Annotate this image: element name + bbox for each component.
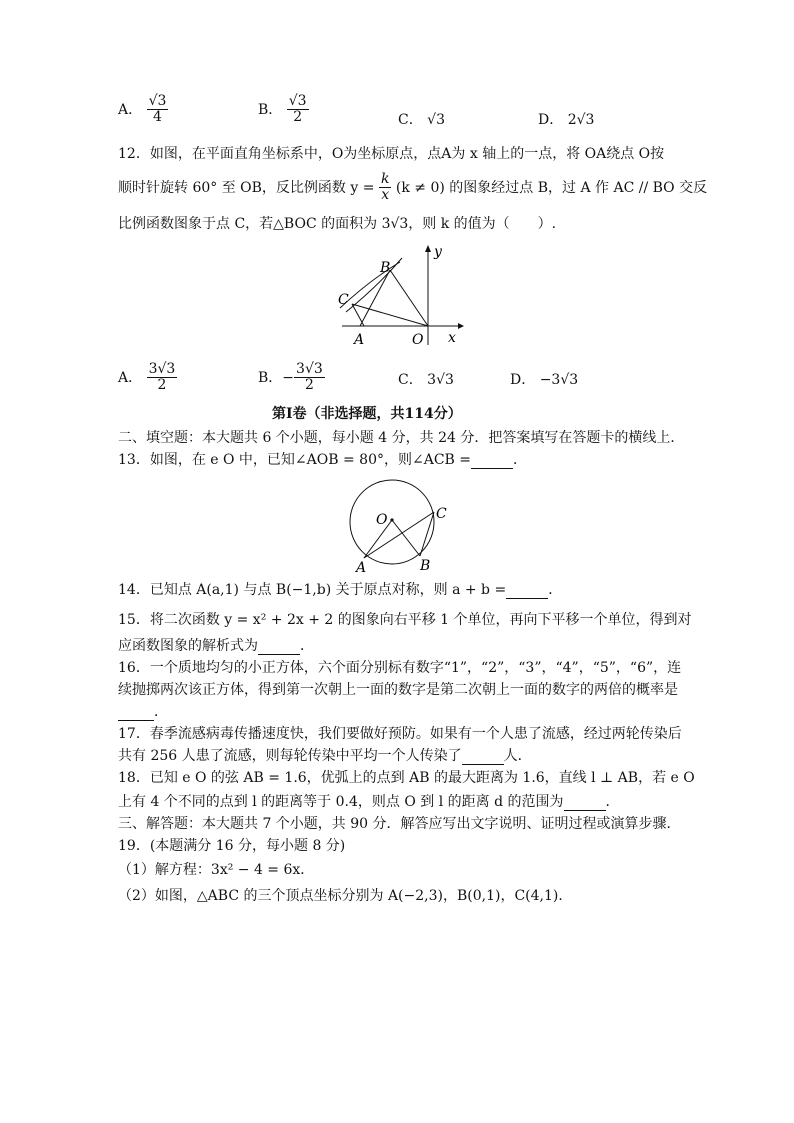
section3-header: 三、解答题：本大题共 7 个小题，共 90 分．解答应写出文字说明、证明过程或演算步骤． xyxy=(118,816,681,832)
label-b: B xyxy=(420,558,431,574)
label-o: O xyxy=(412,332,424,348)
q11-option-c: C． √3 xyxy=(398,112,445,128)
section2-header: 二、填空题：本大题共 6 个小题，每小题 4 分，共 24 分．把答案填写在答题卡的横线上． xyxy=(118,430,685,446)
q12-figure xyxy=(330,240,470,350)
q17-answer-blank[interactable] xyxy=(462,750,504,765)
label-x: x xyxy=(448,330,456,346)
q13-text: 13．如图，在 e O 中，已知∠AOB = 80°，则∠ACB = ． xyxy=(118,452,528,468)
segment-ob xyxy=(392,520,420,556)
label-o: O xyxy=(376,512,388,528)
q12-option-c: C． 3√3 xyxy=(398,372,454,388)
q11-option-a-fraction: $\frac{√3}{4}$ xyxy=(148,93,167,126)
q11-option-d: D． 2√3 xyxy=(538,112,595,128)
q12-line3: 比例函数图象于点 C，若△BOC 的面积为 3√3，则 k 的值为（ ）. xyxy=(118,216,557,232)
q12-k-over-x: $\frac{k}{x}$ xyxy=(380,171,390,204)
q15-line1: 15．将二次函数 y = x² + 2x + 2 的图象向右平移 1 个单位，再向下平移一个单位，得到对 xyxy=(118,612,692,628)
q18-line2: 上有 4 个不同的点到 l 的距离等于 0.4，则点 O 到 l 的距离 d 的范围为 ． xyxy=(118,794,620,810)
q12-option-b: B．− $\frac{3√3}{2}$ xyxy=(258,361,323,394)
label-b: B xyxy=(380,260,391,276)
q13-figure xyxy=(338,476,458,576)
q19-part1: （1）解方程：3x² − 4 = 6x． xyxy=(118,862,315,878)
q11-option-b: B． $\frac{√3}{2}$ xyxy=(258,93,307,126)
x-axis-arrow-icon xyxy=(458,323,464,329)
q14-text: 14．已知点 A(a,1) 与点 B(−1,b) 关于原点对称，则 a + b = ． xyxy=(118,582,563,598)
hyperbola-curve xyxy=(340,262,400,308)
q19-header: 19．(本题满分 16 分，每小题 8 分) xyxy=(118,838,346,854)
segment-bo xyxy=(390,270,428,326)
q15-line2: 应函数图象的解析式为 ． xyxy=(118,638,314,654)
q17-line1: 17．春季流感病毒传播速度快，我们要做好预防。如果有一个人患了流感，经过两轮传染后 xyxy=(118,726,682,742)
q11-option-b-fraction: $\frac{√3}{2}$ xyxy=(288,93,307,126)
label-y: y xyxy=(434,244,442,260)
y-axis-arrow-icon xyxy=(425,245,431,252)
q19-part2: （2）如图，△ABC 的三个顶点坐标分别为 A(−2,3)，B(0,1)，C(4,1)． xyxy=(118,888,573,904)
q18-line1: 18．已知 e O 的弦 AB = 1.6，优弧上的点到 AB 的最大距离为 1.6，直线 l ⊥ AB，若 e O xyxy=(118,770,695,786)
q12-option-a: A． $\frac{3√3}{2}$ xyxy=(118,361,176,394)
q16-line3: ． xyxy=(118,704,168,721)
q13-answer-blank[interactable] xyxy=(471,454,513,469)
q12-line1: 12．如图，在平面直角坐标系中，O为坐标原点，点A为 x 轴上的一点，将 OA绕点 O按 xyxy=(118,146,665,162)
q16-line1: 16．一个质地均匀的小正方体，六个面分别标有数字“1”，“2”，“3”，“4”，“5”，“6”，连 xyxy=(118,660,682,676)
segment-co xyxy=(352,304,428,326)
q16-answer-blank[interactable] xyxy=(118,706,154,721)
q15-answer-blank[interactable] xyxy=(258,640,300,655)
label-c: C xyxy=(338,292,349,308)
q16-line2: 续抛掷两次该正方体，得到第一次朝上一面的数字是第二次朝上一面的数字的两倍的概率是 xyxy=(118,682,678,698)
q12-line2: 顺时针旋转 60° 至 OB，反比例函数 y = $\frac{k}{x}$ (k ≠ 0) 的图象经过点 B，过 A 作 AC // BO 交反 xyxy=(118,171,708,204)
q17-line2: 共有 256 人患了流感，则每轮传染中平均一个人传染了 人． xyxy=(118,748,532,764)
segment-ac xyxy=(364,512,434,558)
label-a: A xyxy=(354,332,365,348)
q11-options xyxy=(118,94,168,126)
label-a: A xyxy=(356,560,367,576)
q11-option-a-label: A． xyxy=(118,101,143,118)
section-title: 第Ⅰ卷（非选择题，共114分） xyxy=(272,406,462,422)
q18-answer-blank[interactable] xyxy=(564,796,606,811)
q14-answer-blank[interactable] xyxy=(506,584,548,599)
label-c: C xyxy=(436,506,447,522)
q12-option-d: D． −3√3 xyxy=(510,372,579,388)
